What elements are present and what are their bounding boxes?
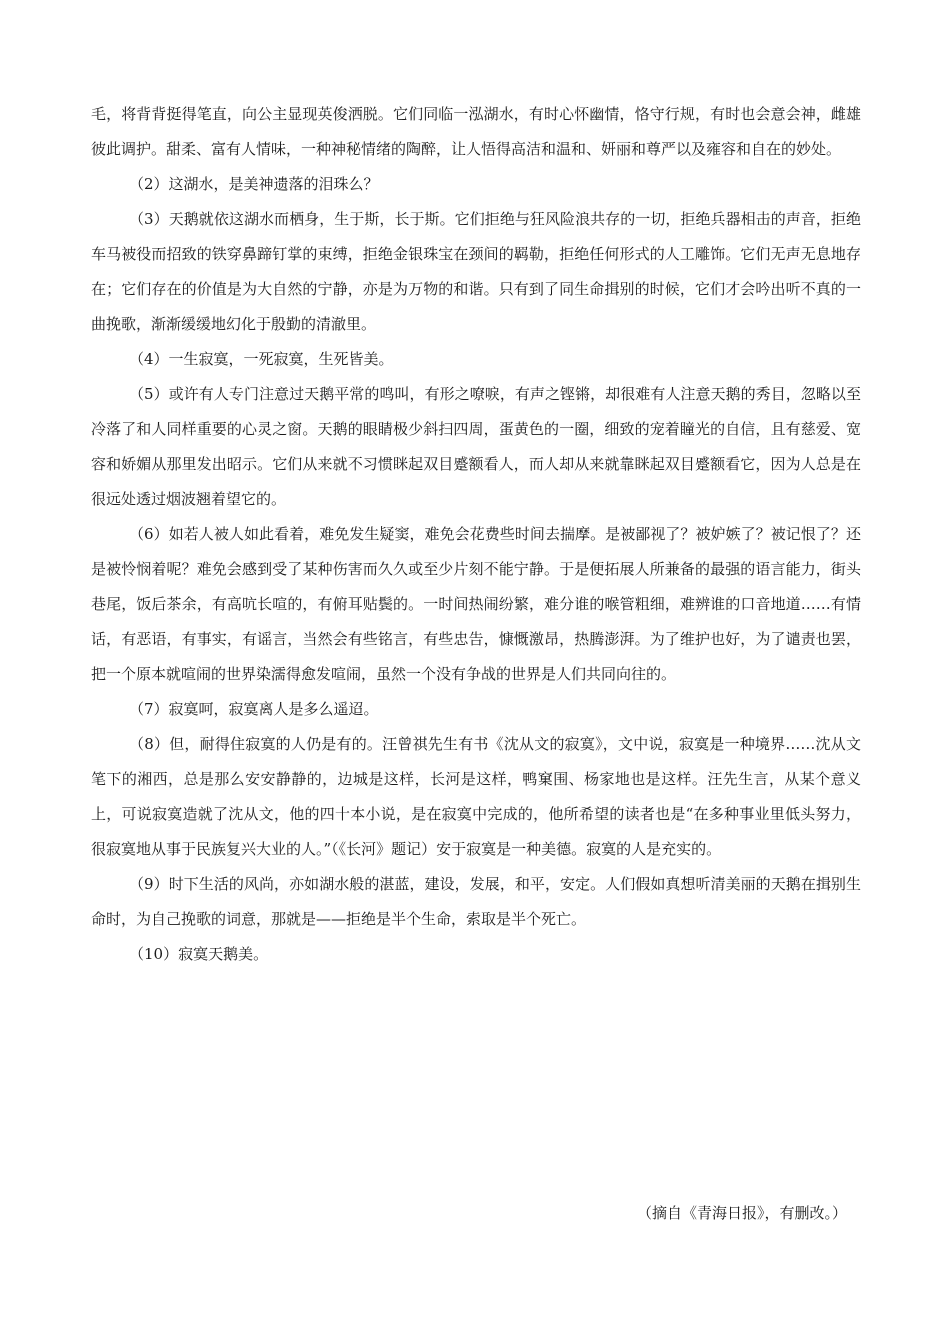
- paragraph-4: （4）一生寂寞，一死寂寞，生死皆美。: [129, 350, 394, 368]
- paragraph-7: （7）寂寞呵，寂寞离人是多么遥迢。: [129, 700, 379, 718]
- paragraph-5: （5）或许有人专门注意过天鹅平常的鸣叫，有形之嘹唳，有声之铿锵，却很难有人注意天鹅的秀目，忽略以至冷落了和人同样重要的心灵之窗。天鹅的眼睛极少斜扫四周，蛋黄色的一圈，细致的宠着瞳光的自信，且有慈爱、宽容和娇媚从那里发出昭示。它们从来就不习惯眯起双目蹙额看人，而人却从来就靠眯起双目蹙额看它，因为人总是在很远处透过烟波翘着望它的。: [91, 385, 861, 508]
- article-body: [91, 97, 861, 972]
- source-note: （摘自《青海日报》，有删改。）: [636, 1204, 847, 1222]
- paragraph-2: （2）这湖水，是美神遗落的泪珠么？: [129, 175, 379, 193]
- paragraph-8: （8）但，耐得住寂寞的人仍是有的。汪曾祺先生有书《沈从文的寂寞》，文中说，寂寞是一种境界……沈从文笔下的湘西，总是那么安安静静的，边城是这样，长河是这样，鸭窠围、杨家地也是这样。汪先生言，从某个意义上，可说寂寞造就了沈从文，他的四十本小说，是在寂寞中完成的，他所希望的读者也是“在多种事业里低头努力，很寂寞地从事于民族复兴大业的人。”（《长河》题记）安于寂寞是一种美德。寂寞的人是充实的。: [91, 735, 861, 858]
- paragraph-6: （6）如若人被人如此看着，难免发生疑窦，难免会花费些时间去揣摩。是被鄙视了？被妒嫉了？被记恨了？还是被怜悯着呢？难免会感到受了某种伤害而久久或至少片刻不能宁静。于是便拓展人所兼备的最强的语言能力，街头巷尾，饭后茶余，有高吭长喧的，有俯耳贴鬓的。一时间热闹纷繁，难分谁的喉管粗细，难辨谁的口音地道……有情话，有恶语，有事实，有谣言，当然会有些铭言，有些忠告，慷慨激昂，热腾澎湃。为了维护也好，为了谴责也罢，把一个原本就喧闹的世界染濡得愈发喧闹，虽然一个没有争战的世界是人们共同向往的。: [91, 525, 861, 683]
- paragraph-9: （9）时下生活的风尚，亦如湖水般的湛蓝，建设，发展，和平，安定。人们假如真想听清美丽的天鹅在揖别生命时，为自己挽歌的词意，那就是——拒绝是半个生命，索取是半个死亡。: [91, 875, 861, 928]
- paragraph-3: （3）天鹅就依这湖水而栖身，生于斯，长于斯。它们拒绝与狂风险浪共存的一切，拒绝兵器相击的声音，拒绝车马被役而招致的铁穿鼻蹄钉掌的束缚，拒绝金银珠宝在颈间的羁勒，拒绝任何形式的人工雕饰。它们无声无息地存在；它们存在的价值是为大自然的宁静，亦是为万物的和谐。只有到了同生命揖别的时候，它们才会吟出听不真的一曲挽歌，渐渐缓缓地幻化于殷勤的清澈里。: [91, 210, 861, 333]
- paragraph-1-continuation: 毛，将背背挺得笔直，向公主显现英俊洒脱。它们同临一泓湖水，有时心怀幽情，恪守行规，有时也会意会神，雌雄彼此调护。甜柔、富有人情味，一种神秘情绪的陶醉，让人悟得高洁和温和、妍丽和尊严以及雍容和自在的妙处。: [91, 105, 861, 158]
- paragraph-10: （10）寂寞天鹅美。: [129, 945, 269, 963]
